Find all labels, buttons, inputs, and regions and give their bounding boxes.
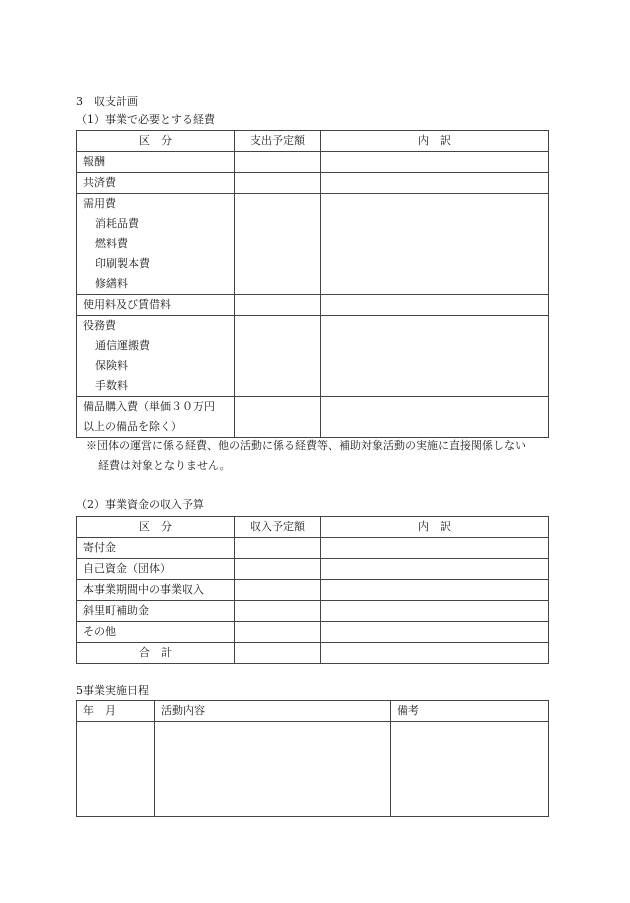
schedule-table: [76, 700, 549, 817]
expense-note: [86, 436, 556, 476]
remarks-cell: [391, 722, 549, 817]
header-activity: 活動内容: [155, 701, 391, 722]
row-label-group: [77, 316, 235, 397]
table-row: [77, 559, 549, 580]
amount-cell: [235, 152, 321, 173]
breakdown-cell: [321, 295, 549, 316]
row-label: その他: [77, 622, 235, 643]
header-remarks: 備考: [391, 701, 549, 722]
header-planned-expense: 支出予定額: [235, 131, 321, 152]
breakdown-cell: [321, 173, 549, 194]
amount-cell: [235, 173, 321, 194]
row-label: 自己資金（団体）: [77, 559, 235, 580]
expense-title: （1）事業で必要とする経費: [76, 113, 215, 126]
amount-cell: [235, 397, 321, 438]
breakdown-cell: [321, 622, 549, 643]
row-label: 備品購入費（単価３０万円: [83, 400, 215, 413]
amount-cell: [235, 580, 321, 601]
schedule-header-row: [77, 701, 549, 722]
table-row: [77, 173, 549, 194]
income-table: [76, 516, 549, 664]
row-sublabel: 印刷製本費: [95, 257, 150, 270]
row-label: 本事業期間中の事業収入: [77, 580, 235, 601]
row-label: 報酬: [77, 152, 235, 173]
row-label: 共済費: [77, 173, 235, 194]
row-label: 寄付金: [77, 538, 235, 559]
schedule-body-row: [77, 722, 549, 817]
section-3-title: 3 収支計画: [76, 95, 138, 108]
amount-cell: [235, 538, 321, 559]
amount-cell: [235, 295, 321, 316]
row-sublabel: 燃料費: [95, 237, 128, 250]
breakdown-cell: [321, 152, 549, 173]
expense-table: [76, 130, 549, 438]
year-month-cell: [77, 722, 155, 817]
row-sublabel: 手数料: [95, 379, 128, 392]
income-title: （2）事業資金の収入予算: [76, 498, 204, 511]
breakdown-cell: [321, 538, 549, 559]
amount-cell: [235, 622, 321, 643]
breakdown-cell: [321, 316, 549, 397]
row-sublabel: 通信運搬費: [95, 339, 150, 352]
breakdown-cell: [321, 580, 549, 601]
amount-cell: [235, 194, 321, 295]
row-sublabel: 消耗品費: [95, 217, 139, 230]
row-label: 需用費: [83, 197, 116, 210]
table-row: [77, 538, 549, 559]
table-row: [77, 397, 549, 438]
activity-cell: [155, 722, 391, 817]
note-line-2: 経費は対象となりません。: [98, 459, 231, 472]
header-category: 区 分: [77, 517, 235, 538]
row-label-group: [77, 397, 235, 438]
table-row: [77, 601, 549, 622]
amount-cell: [235, 643, 321, 664]
breakdown-cell: [321, 601, 549, 622]
row-sublabel: 保険料: [95, 359, 128, 372]
table-row: [77, 580, 549, 601]
amount-cell: [235, 316, 321, 397]
row-label-group: [77, 194, 235, 295]
header-breakdown: 内 訳: [321, 131, 549, 152]
header-breakdown: 内 訳: [321, 517, 549, 538]
row-label: 役務費: [83, 319, 116, 332]
note-line-1: ※団体の運営に係る経費、他の活動に係る経費等、補助対象活動の実施に直接関係しない: [86, 439, 526, 452]
income-header-row: [77, 517, 549, 538]
total-row: [77, 643, 549, 664]
row-label: 斜里町補助金: [77, 601, 235, 622]
breakdown-cell: [321, 559, 549, 580]
breakdown-cell: [321, 194, 549, 295]
row-label-continued: 以上の備品を除く）: [83, 420, 182, 433]
amount-cell: [235, 559, 321, 580]
header-planned-income: 収入予定額: [235, 517, 321, 538]
section-5-title: 5事業実施日程: [76, 684, 149, 697]
breakdown-cell: [321, 397, 549, 438]
table-row: [77, 295, 549, 316]
row-label: 使用料及び賃借料: [77, 295, 235, 316]
expense-header-row: [77, 131, 549, 152]
total-label: 合 計: [77, 643, 235, 664]
amount-cell: [235, 601, 321, 622]
header-year-month: 年 月: [77, 701, 155, 722]
table-row: [77, 316, 549, 397]
table-row: [77, 194, 549, 295]
table-row: [77, 152, 549, 173]
row-sublabel: 修繕料: [95, 277, 128, 290]
breakdown-cell: [321, 643, 549, 664]
header-category: 区 分: [77, 131, 235, 152]
table-row: [77, 622, 549, 643]
